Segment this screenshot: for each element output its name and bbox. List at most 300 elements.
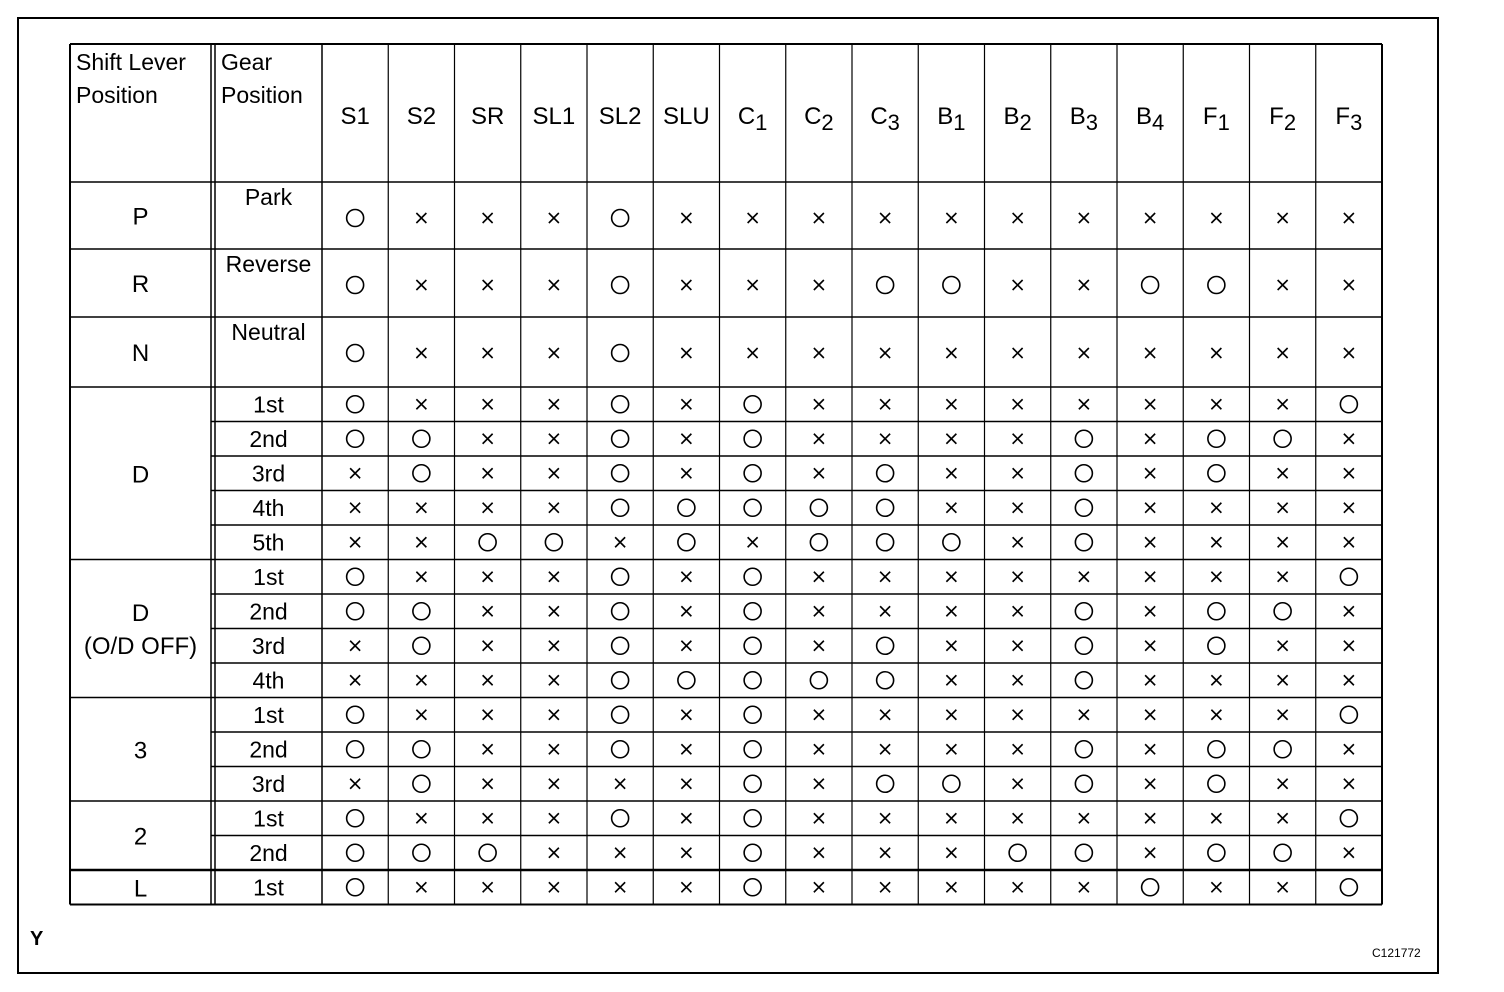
not-operating-mark [615, 537, 625, 547]
not-operating-mark [814, 434, 824, 444]
gear-position: 4th [252, 494, 285, 521]
operates-mark [877, 672, 894, 689]
operates-mark [612, 637, 629, 654]
not-operating-mark [880, 813, 890, 823]
not-operating-mark [350, 779, 360, 789]
not-operating-mark [416, 503, 426, 513]
operates-mark [612, 396, 629, 413]
operates-mark [612, 345, 629, 362]
not-operating-mark [1145, 744, 1155, 754]
not-operating-mark [416, 710, 426, 720]
not-operating-mark [483, 641, 493, 651]
not-operating-mark [1344, 213, 1354, 223]
gear-position: 1st [253, 563, 284, 590]
not-operating-mark [483, 468, 493, 478]
shift-lever-header: Position [76, 82, 158, 108]
operates-mark [1075, 775, 1092, 792]
not-operating-mark [1211, 882, 1221, 892]
operates-mark [943, 775, 960, 792]
not-operating-mark [1145, 434, 1155, 444]
not-operating-mark [814, 882, 824, 892]
not-operating-mark [814, 744, 824, 754]
column-header-base: SLU [663, 103, 710, 130]
not-operating-mark [350, 503, 360, 513]
operates-mark [1208, 741, 1225, 758]
column-header-subscript: 3 [1350, 110, 1363, 135]
not-operating-mark [1344, 280, 1354, 290]
operates-mark [744, 603, 761, 620]
not-operating-mark [350, 537, 360, 547]
not-operating-mark [549, 641, 559, 651]
column-header-base: SL1 [532, 103, 576, 130]
not-operating-mark [549, 813, 559, 823]
column-header [340, 103, 369, 130]
gear-position: 1st [253, 391, 284, 418]
not-operating-mark [1013, 280, 1023, 290]
not-operating-mark [1278, 572, 1288, 582]
not-operating-mark [483, 280, 493, 290]
not-operating-mark [1145, 779, 1155, 789]
not-operating-mark [1344, 606, 1354, 616]
operates-mark [347, 706, 364, 723]
column-header [533, 103, 576, 130]
not-operating-mark [1013, 710, 1023, 720]
column-header-subscript: 3 [887, 110, 900, 135]
operates-mark [413, 637, 430, 654]
not-operating-mark [681, 468, 691, 478]
not-operating-mark [1145, 399, 1155, 409]
column-header [937, 103, 965, 135]
operates-mark [612, 706, 629, 723]
not-operating-mark [1211, 572, 1221, 582]
column-header [663, 103, 710, 130]
not-operating-mark [946, 813, 956, 823]
operates-mark [1075, 465, 1092, 482]
operates-mark [1075, 672, 1092, 689]
operates-mark [612, 465, 629, 482]
operates-mark [1075, 499, 1092, 516]
not-operating-mark [549, 348, 559, 358]
not-operating-mark [814, 848, 824, 858]
not-operating-mark [681, 641, 691, 651]
operates-mark [413, 465, 430, 482]
not-operating-mark [483, 675, 493, 685]
not-operating-mark [549, 675, 559, 685]
not-operating-mark [748, 280, 758, 290]
operates-mark [347, 568, 364, 585]
not-operating-mark [549, 280, 559, 290]
operates-mark [347, 277, 364, 294]
not-operating-mark [946, 399, 956, 409]
not-operating-mark [350, 468, 360, 478]
not-operating-mark [946, 641, 956, 651]
operates-mark [1208, 465, 1225, 482]
shift-lever-position: 3 [133, 737, 148, 765]
not-operating-mark [483, 779, 493, 789]
not-operating-mark [1211, 537, 1221, 547]
not-operating-mark [483, 882, 493, 892]
column-header-base: F [1202, 103, 1218, 130]
operates-mark [347, 345, 364, 362]
column-header [738, 103, 768, 135]
not-operating-mark [748, 348, 758, 358]
not-operating-mark [416, 213, 426, 223]
not-operating-mark [880, 882, 890, 892]
not-operating-mark [1013, 537, 1023, 547]
column-header [1269, 103, 1296, 135]
not-operating-mark [1278, 813, 1288, 823]
operates-mark [545, 534, 562, 551]
column-header [870, 103, 900, 135]
not-operating-mark [946, 848, 956, 858]
column-header [1335, 103, 1362, 135]
not-operating-mark [1344, 434, 1354, 444]
not-operating-mark [1013, 468, 1023, 478]
not-operating-mark [483, 572, 493, 582]
not-operating-mark [549, 572, 559, 582]
not-operating-mark [1013, 641, 1023, 651]
not-operating-mark [549, 848, 559, 858]
not-operating-mark [416, 399, 426, 409]
gear-position: Reverse [225, 251, 312, 277]
not-operating-mark [1013, 434, 1023, 444]
shift-lever-header: Shift Lever [76, 49, 186, 75]
not-operating-mark [946, 348, 956, 358]
not-operating-mark [880, 572, 890, 582]
operates-mark [1340, 810, 1357, 827]
gear-position: 3rd [251, 460, 286, 487]
operates-mark [612, 430, 629, 447]
operates-mark [612, 672, 629, 689]
not-operating-mark [1344, 744, 1354, 754]
column-header [804, 103, 834, 135]
not-operating-mark [946, 434, 956, 444]
not-operating-mark [1344, 848, 1354, 858]
not-operating-mark [1079, 710, 1089, 720]
not-operating-mark [814, 813, 824, 823]
gear-position: 1st [253, 805, 284, 832]
column-header [599, 103, 642, 130]
operates-mark [810, 534, 827, 551]
not-operating-mark [615, 779, 625, 789]
not-operating-mark [681, 882, 691, 892]
not-operating-mark [1278, 882, 1288, 892]
not-operating-mark [1211, 348, 1221, 358]
not-operating-mark [814, 641, 824, 651]
operates-mark [612, 499, 629, 516]
operates-mark [877, 277, 894, 294]
column-header-subscript: 2 [821, 110, 834, 135]
operates-mark [744, 430, 761, 447]
not-operating-mark [1145, 348, 1155, 358]
operates-mark [479, 534, 496, 551]
not-operating-mark [1278, 348, 1288, 358]
column-header [407, 103, 436, 130]
operates-mark [347, 430, 364, 447]
operates-mark [612, 210, 629, 227]
not-operating-mark [681, 606, 691, 616]
not-operating-mark [483, 710, 493, 720]
not-operating-mark [681, 813, 691, 823]
operates-mark [347, 396, 364, 413]
corner-mark: Y [30, 928, 44, 950]
not-operating-mark [1278, 399, 1288, 409]
not-operating-mark [483, 348, 493, 358]
not-operating-mark [814, 572, 824, 582]
operates-mark [612, 568, 629, 585]
operates-mark [347, 603, 364, 620]
gear-position: 3rd [251, 770, 286, 797]
not-operating-mark [946, 572, 956, 582]
operates-mark [1274, 844, 1291, 861]
not-operating-mark [814, 779, 824, 789]
operates-mark [877, 534, 894, 551]
not-operating-mark [814, 213, 824, 223]
not-operating-mark [814, 710, 824, 720]
not-operating-mark [1145, 641, 1155, 651]
not-operating-mark [681, 434, 691, 444]
operates-mark [744, 844, 761, 861]
not-operating-mark [483, 399, 493, 409]
column-header-base: S1 [340, 103, 370, 130]
not-operating-mark [549, 503, 559, 513]
not-operating-mark [946, 606, 956, 616]
not-operating-mark [1278, 641, 1288, 651]
not-operating-mark [1211, 675, 1221, 685]
not-operating-mark [681, 848, 691, 858]
gear-position: Park [244, 184, 293, 210]
operates-mark [1274, 741, 1291, 758]
column-header-base: S2 [406, 103, 437, 130]
not-operating-mark [1145, 710, 1155, 720]
not-operating-mark [1278, 468, 1288, 478]
column-header-base: B [1135, 103, 1153, 130]
shift-lever-position: L [133, 875, 148, 903]
gear-position: Neutral [231, 319, 306, 345]
not-operating-mark [814, 280, 824, 290]
not-operating-mark [350, 641, 360, 651]
figure-id: C121772 [1372, 946, 1421, 960]
not-operating-mark [1145, 813, 1155, 823]
not-operating-mark [681, 710, 691, 720]
operates-mark [1075, 844, 1092, 861]
not-operating-mark [1145, 606, 1155, 616]
operates-mark [413, 430, 430, 447]
column-header [1070, 103, 1098, 135]
not-operating-mark [880, 744, 890, 754]
shift-lever-position: P [132, 203, 149, 231]
not-operating-mark [483, 503, 493, 513]
not-operating-mark [880, 848, 890, 858]
not-operating-mark [549, 434, 559, 444]
not-operating-mark [880, 213, 890, 223]
not-operating-mark [748, 537, 758, 547]
operates-mark [612, 603, 629, 620]
operates-mark [1340, 568, 1357, 585]
operates-mark [413, 844, 430, 861]
column-header [1003, 103, 1031, 135]
not-operating-mark [549, 779, 559, 789]
operates-mark [1340, 706, 1357, 723]
not-operating-mark [1013, 813, 1023, 823]
operates-mark [347, 844, 364, 861]
not-operating-mark [814, 606, 824, 616]
not-operating-mark [880, 710, 890, 720]
operates-mark [678, 534, 695, 551]
not-operating-mark [1079, 280, 1089, 290]
not-operating-mark [1278, 779, 1288, 789]
operates-mark [744, 396, 761, 413]
not-operating-mark [1145, 468, 1155, 478]
column-header-subscript: 3 [1085, 110, 1099, 135]
not-operating-mark [1278, 537, 1288, 547]
not-operating-mark [549, 710, 559, 720]
operates-mark [612, 741, 629, 758]
not-operating-mark [483, 434, 493, 444]
gear-position: 2nd [249, 839, 288, 866]
operates-mark [413, 741, 430, 758]
column-header [471, 103, 504, 130]
operates-mark [744, 775, 761, 792]
not-operating-mark [1278, 213, 1288, 223]
operates-mark [347, 879, 364, 896]
not-operating-mark [1013, 744, 1023, 754]
not-operating-mark [1013, 503, 1023, 513]
not-operating-mark [416, 675, 426, 685]
not-operating-mark [1013, 213, 1023, 223]
shift-lever-position: N [131, 340, 150, 367]
not-operating-mark [1211, 813, 1221, 823]
not-operating-mark [1013, 572, 1023, 582]
operates-mark [1208, 775, 1225, 792]
operates-mark [1340, 879, 1357, 896]
column-header-base: SL2 [598, 103, 642, 130]
not-operating-mark [1344, 675, 1354, 685]
not-operating-mark [1145, 537, 1155, 547]
operates-mark [1142, 277, 1159, 294]
not-operating-mark [1344, 779, 1354, 789]
operates-mark [877, 775, 894, 792]
shift-lever-position: R [131, 271, 150, 298]
operates-mark [877, 499, 894, 516]
operates-mark [1208, 430, 1225, 447]
operates-mark [744, 568, 761, 585]
operates-mark [810, 499, 827, 516]
not-operating-mark [814, 399, 824, 409]
operates-mark [1009, 844, 1026, 861]
column-header [1203, 103, 1230, 135]
column-header-subscript: 1 [1217, 110, 1230, 135]
not-operating-mark [1079, 399, 1089, 409]
not-operating-mark [681, 779, 691, 789]
not-operating-mark [483, 813, 493, 823]
not-operating-mark [1013, 882, 1023, 892]
operates-mark [744, 465, 761, 482]
shift-lever-position: D [131, 461, 150, 489]
not-operating-mark [1344, 503, 1354, 513]
not-operating-mark [483, 744, 493, 754]
column-header-base: B [937, 103, 954, 130]
not-operating-mark [1013, 675, 1023, 685]
column-header-base: F [1335, 103, 1351, 130]
gear-position: 3rd [251, 632, 286, 659]
operates-mark [347, 210, 364, 227]
column-header-subscript: 2 [1283, 110, 1297, 135]
not-operating-mark [1344, 641, 1354, 651]
not-operating-mark [814, 468, 824, 478]
not-operating-mark [416, 882, 426, 892]
column-header-base: B [1003, 103, 1020, 130]
operates-mark [943, 534, 960, 551]
not-operating-mark [880, 606, 890, 616]
operates-mark [413, 775, 430, 792]
operates-mark [744, 810, 761, 827]
not-operating-mark [880, 434, 890, 444]
operates-mark [877, 637, 894, 654]
not-operating-mark [1013, 779, 1023, 789]
operates-mark [1075, 741, 1092, 758]
not-operating-mark [1278, 280, 1288, 290]
not-operating-mark [946, 213, 956, 223]
operates-mark [744, 499, 761, 516]
column-header-subscript: 4 [1152, 110, 1165, 135]
not-operating-mark [681, 280, 691, 290]
operates-mark [1075, 430, 1092, 447]
not-operating-mark [1211, 399, 1221, 409]
operates-mark [1274, 430, 1291, 447]
not-operating-mark [1079, 572, 1089, 582]
shift-lever-position: 2 [133, 823, 148, 851]
not-operating-mark [748, 213, 758, 223]
column-header-subscript: 2 [1019, 110, 1032, 135]
gear-position: 2nd [249, 425, 288, 452]
not-operating-mark [1211, 503, 1221, 513]
shift-lever-position: (O/D OFF) [83, 633, 198, 660]
operates-mark [678, 499, 695, 516]
not-operating-mark [483, 606, 493, 616]
operates-mark [612, 277, 629, 294]
column-header-base: F [1269, 103, 1284, 130]
not-operating-mark [1145, 848, 1155, 858]
operates-mark [1208, 637, 1225, 654]
column-header [1136, 103, 1164, 135]
operates-mark [1075, 534, 1092, 551]
operates-mark [744, 672, 761, 689]
not-operating-mark [350, 675, 360, 685]
operates-mark [413, 603, 430, 620]
not-operating-mark [549, 399, 559, 409]
not-operating-mark [946, 710, 956, 720]
not-operating-mark [1278, 675, 1288, 685]
not-operating-mark [416, 537, 426, 547]
not-operating-mark [416, 813, 426, 823]
not-operating-mark [615, 882, 625, 892]
column-header-base: SR [470, 103, 505, 130]
column-header-base: C [737, 103, 756, 130]
gear-position: 2nd [249, 598, 288, 625]
operates-mark [612, 810, 629, 827]
column-header-subscript: 1 [755, 110, 768, 135]
not-operating-mark [946, 744, 956, 754]
gear-position: 1st [253, 701, 284, 728]
column-header-subscript: 1 [953, 110, 966, 135]
not-operating-mark [681, 399, 691, 409]
not-operating-mark [1013, 606, 1023, 616]
not-operating-mark [1211, 213, 1221, 223]
not-operating-mark [1145, 213, 1155, 223]
gear-position-header: Position [221, 82, 303, 108]
not-operating-mark [681, 213, 691, 223]
